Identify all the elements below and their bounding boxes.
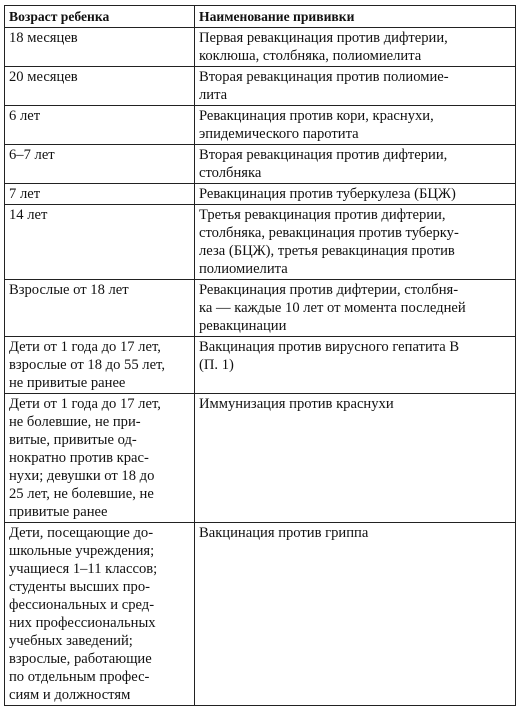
vaccination-schedule-table (4, 5, 516, 706)
age-text-line: школьные учреждения; (9, 543, 155, 559)
age-cell (5, 337, 195, 394)
vaccine-cell (195, 184, 516, 205)
age-cell (5, 205, 195, 280)
table-row (5, 205, 516, 280)
table-row (5, 67, 516, 106)
table-row (5, 280, 516, 337)
table-row (5, 394, 516, 523)
age-text-line: учащиеся 1–11 классов; (9, 561, 158, 577)
age-cell (5, 184, 195, 205)
vaccine-cell (195, 337, 516, 394)
table-row (5, 145, 516, 184)
vaccine-cell (195, 523, 516, 706)
vaccine-text-line: коклюша, столбняка, полиомиелита (199, 48, 422, 64)
age-cell (5, 106, 195, 145)
vaccine-text-line: Вакцинация против гриппа (199, 525, 369, 541)
age-text-line: привитые ранее (9, 504, 108, 520)
vaccine-cell (195, 106, 516, 145)
table-row (5, 28, 516, 67)
age-cell (5, 523, 195, 706)
age-text-line: 7 лет (9, 186, 41, 202)
age-text-line: нократно против крас- (9, 450, 149, 466)
vaccine-text-line: Вторая ревакцинация против полиомие- (199, 69, 449, 85)
vaccine-cell (195, 205, 516, 280)
age-text-line: фессиональных и сред- (9, 597, 155, 613)
age-text-line: взрослые от 18 до 55 лет, (9, 357, 165, 373)
vaccine-text-line: ка — каждые 10 лет от момента последней (199, 300, 466, 316)
age-text-line: по отдельным профес- (9, 669, 150, 685)
age-text-line: учебных заведений; (9, 633, 133, 649)
age-text-line: студенты высших про- (9, 579, 151, 595)
vaccine-text-line: Первая ревакцинация против дифтерии, (199, 30, 448, 46)
age-text-line: витые, привитые од- (9, 432, 137, 448)
table-row (5, 523, 516, 706)
age-text-line: 6 лет (9, 108, 41, 124)
age-text-line: Взрослые от 18 лет (9, 282, 129, 298)
age-text-line: нухи; девушки от 18 до (9, 468, 155, 484)
vaccine-cell (195, 67, 516, 106)
vaccine-text-line: ревакцинации (199, 318, 287, 334)
age-cell (5, 67, 195, 106)
vaccine-cell (195, 28, 516, 67)
vaccine-text-line: лита (199, 87, 228, 103)
header-vaccine: Наименование прививки (195, 6, 516, 28)
age-text-line: взрослые, работающие (9, 651, 152, 667)
age-cell (5, 280, 195, 337)
vaccine-text-line: Ревакцинация против туберкулеза (БЦЖ) (199, 186, 456, 202)
vaccine-text-line: Ревакцинация против дифтерии, столбня- (199, 282, 459, 298)
age-cell (5, 28, 195, 67)
table-row (5, 106, 516, 145)
age-text-line: 25 лет, не болевшие, не (9, 486, 154, 502)
age-text-line: них профессиональных (9, 615, 156, 631)
table-row (5, 337, 516, 394)
vaccine-text-line: эпидемического паротита (199, 126, 359, 142)
header-age: Возраст ребенка (5, 6, 195, 28)
vaccination-schedule-table-wrapper (4, 5, 515, 706)
age-text-line: Дети, посещающие до- (9, 525, 154, 541)
vaccine-text-line: Вторая ревакцинация против дифтерии, (199, 147, 448, 163)
age-text-line: 6–7 лет (9, 147, 55, 163)
age-text-line: не болевшие, не при- (9, 414, 141, 430)
age-text-line: 18 месяцев (9, 30, 78, 46)
vaccine-text-line: столбняка (199, 165, 262, 181)
table-body (5, 28, 516, 706)
vaccine-cell (195, 145, 516, 184)
age-text-line: 20 месяцев (9, 69, 78, 85)
table-header-row (5, 6, 516, 28)
age-text-line: сиям и должностям (9, 687, 131, 703)
vaccine-text-line: Ревакцинация против кори, краснухи, (199, 108, 434, 124)
vaccine-text-line: Иммунизация против краснухи (199, 396, 394, 412)
table-row (5, 184, 516, 205)
age-text-line: 14 лет (9, 207, 48, 223)
age-cell (5, 394, 195, 523)
age-text-line: не привитые ранее (9, 375, 126, 391)
vaccine-text-line: столбняка, ревакцинация против туберку- (199, 225, 459, 241)
vaccine-text-line: Вакцинация против вирусного гепатита В (199, 339, 460, 355)
age-text-line: Дети от 1 года до 17 лет, (9, 339, 161, 355)
age-text-line: Дети от 1 года до 17 лет, (9, 396, 161, 412)
vaccine-text-line: Третья ревакцинация против дифтерии, (199, 207, 446, 223)
vaccine-text-line: полиомиелита (199, 261, 288, 277)
vaccine-cell (195, 394, 516, 523)
vaccine-cell (195, 280, 516, 337)
age-cell (5, 145, 195, 184)
vaccine-text-line: (П. 1) (199, 357, 234, 373)
vaccine-text-line: леза (БЦЖ), третья ревакцинация против (199, 243, 455, 259)
